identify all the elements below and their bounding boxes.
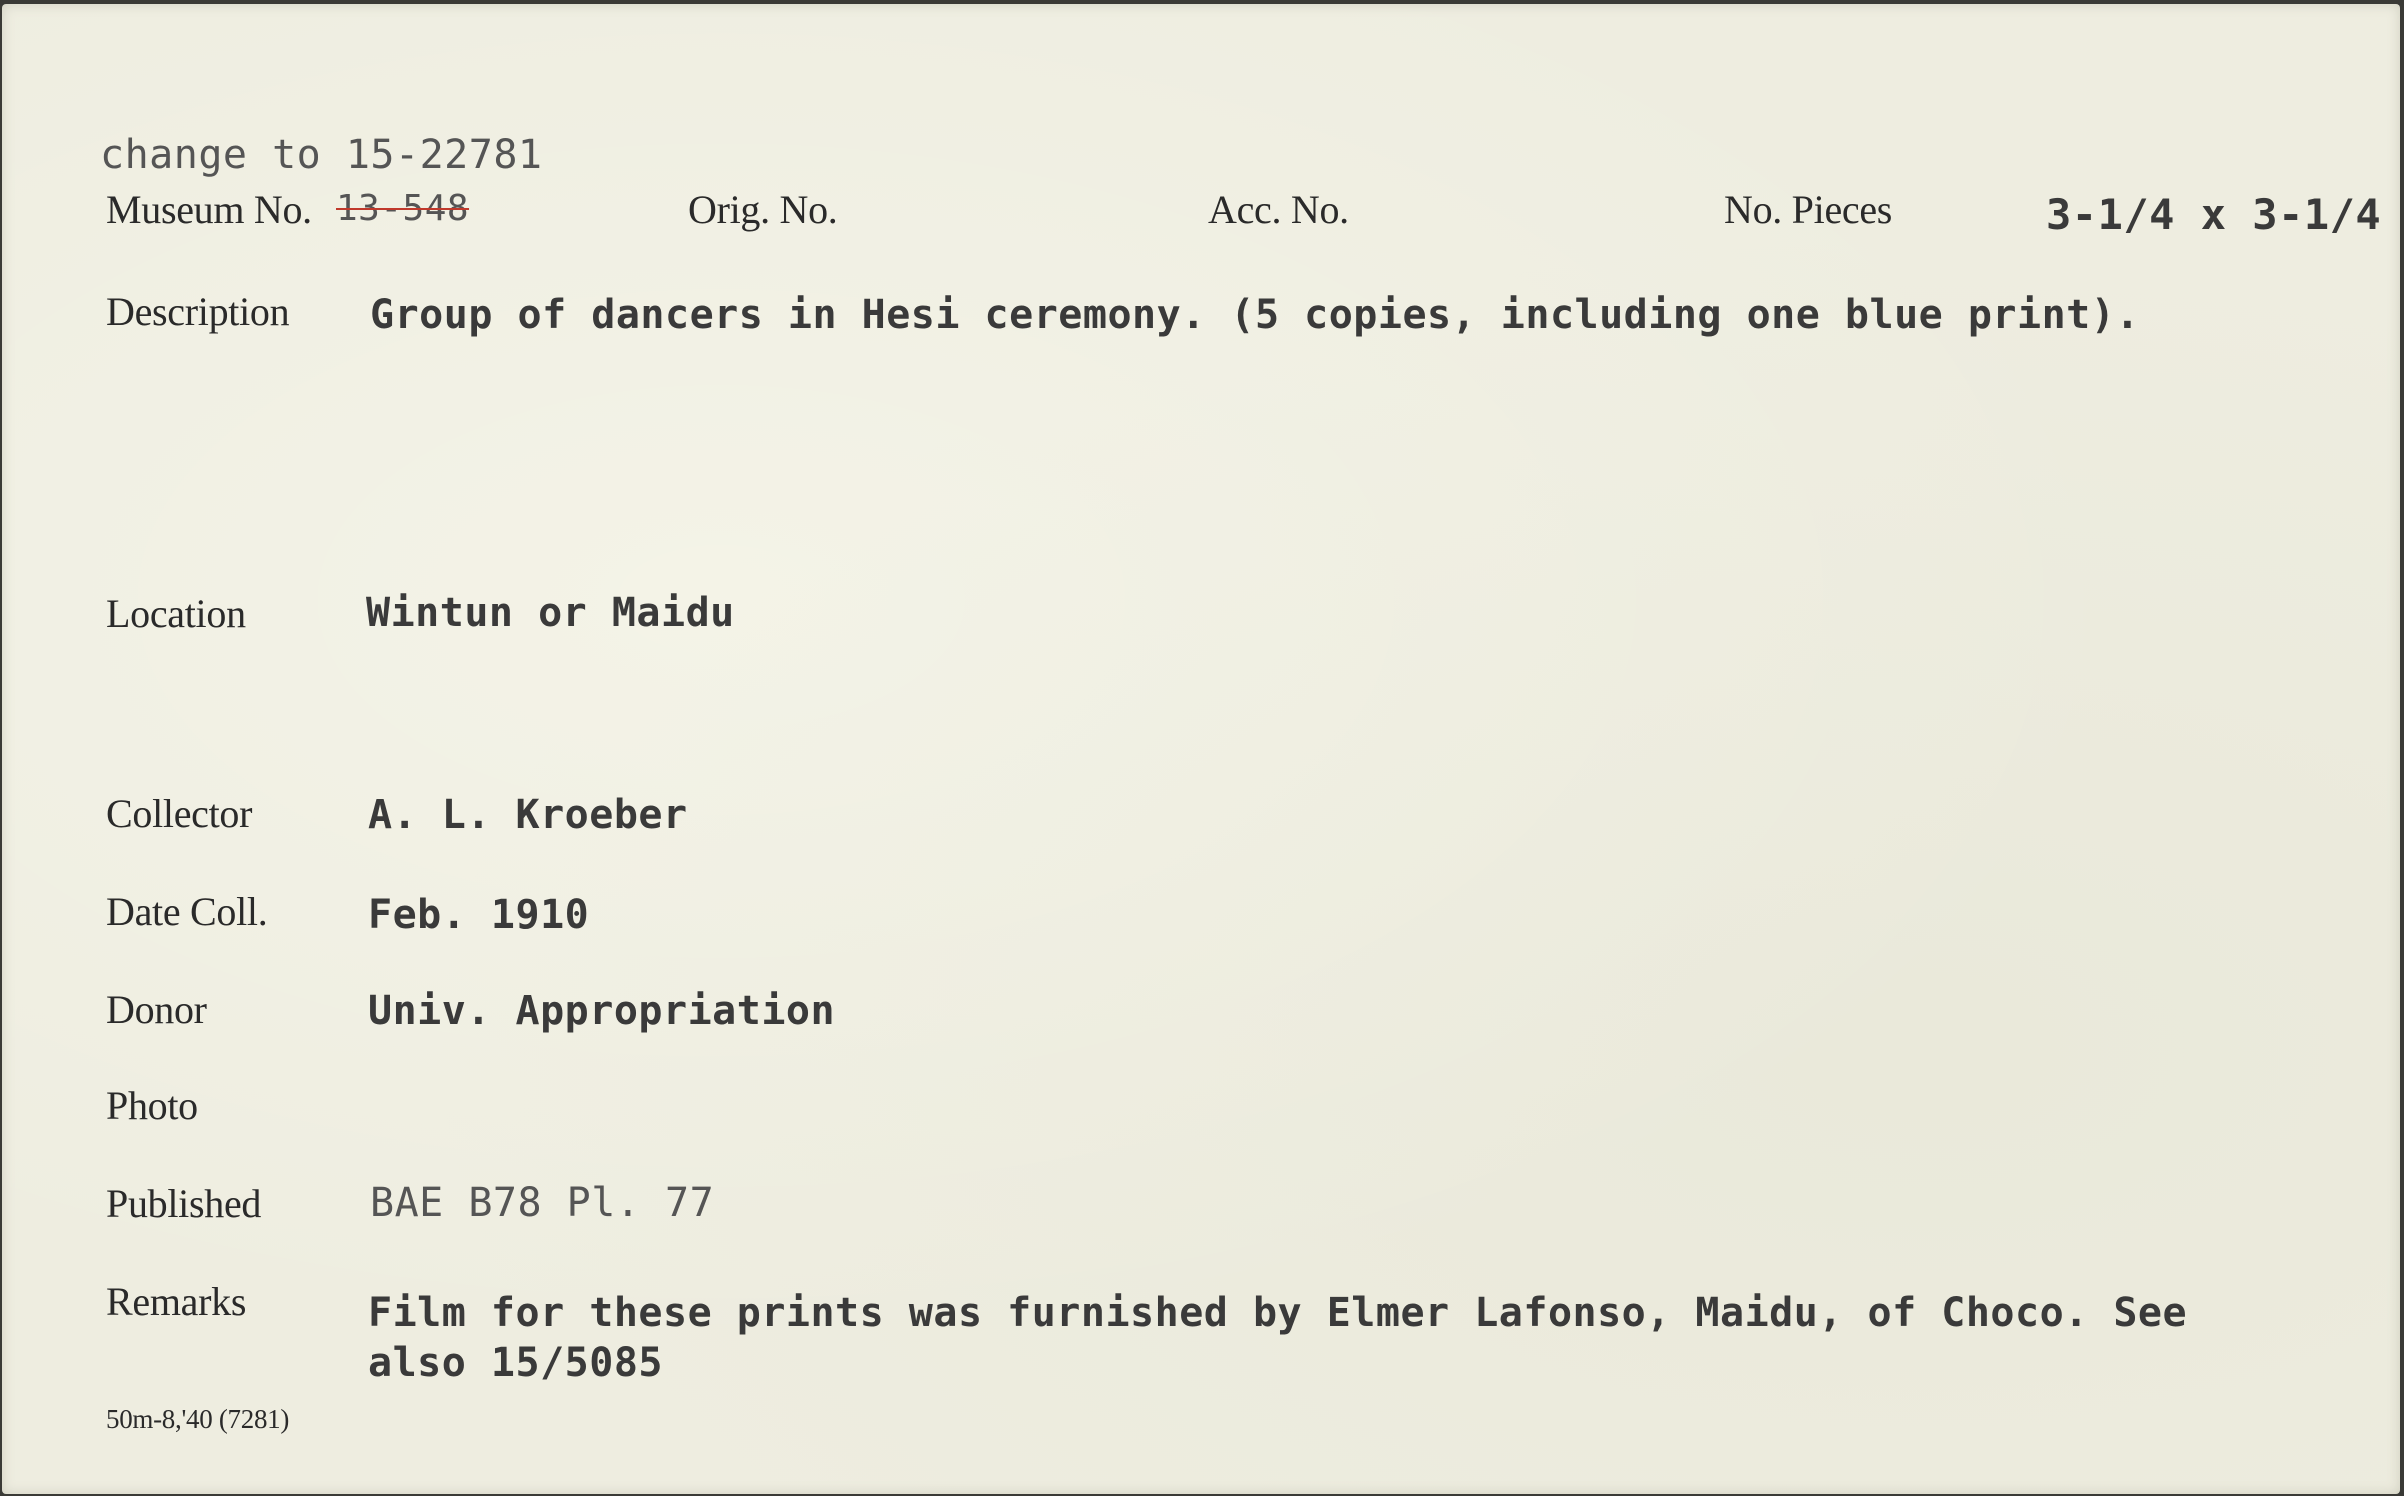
- donor-label: Donor: [106, 987, 207, 1032]
- catalog-card: [2, 4, 2400, 1494]
- remarks-line-2: also 15/5085: [368, 1340, 663, 1386]
- no-pieces-label: No. Pieces: [1724, 187, 1893, 232]
- photo-label: Photo: [106, 1083, 198, 1128]
- dimensions-value: 3-1/4 x 3-1/4: [2046, 190, 2382, 239]
- collector-label: Collector: [106, 791, 253, 836]
- donor-value: Univ. Appropriation: [368, 988, 836, 1034]
- published-label: Published: [106, 1181, 262, 1226]
- date-coll-label: Date Coll.: [106, 889, 268, 934]
- print-code: 50m-8,'40 (7281): [106, 1404, 290, 1434]
- description-value: Group of dancers in Hesi ceremony. (5 copies, including one blue print).: [370, 292, 2140, 338]
- change-note: change to 15-22781: [100, 132, 543, 178]
- published-value: BAE B78 Pl. 77: [370, 1180, 715, 1226]
- orig-no-label: Orig. No.: [688, 187, 838, 232]
- location-value: Wintun or Maidu: [366, 590, 735, 636]
- description-label: Description: [106, 289, 290, 334]
- location-label: Location: [106, 591, 246, 636]
- remarks-line-1: Film for these prints was furnished by Elmer Lafonso, Maidu, of Choco. See: [368, 1290, 2188, 1336]
- museum-no-label: Museum No.: [106, 187, 312, 232]
- collector-value: A. L. Kroeber: [368, 792, 688, 838]
- museum-no-value: 13-548: [336, 188, 470, 229]
- acc-no-label: Acc. No.: [1208, 187, 1349, 232]
- remarks-label: Remarks: [106, 1279, 247, 1324]
- date-coll-value: Feb. 1910: [368, 892, 590, 938]
